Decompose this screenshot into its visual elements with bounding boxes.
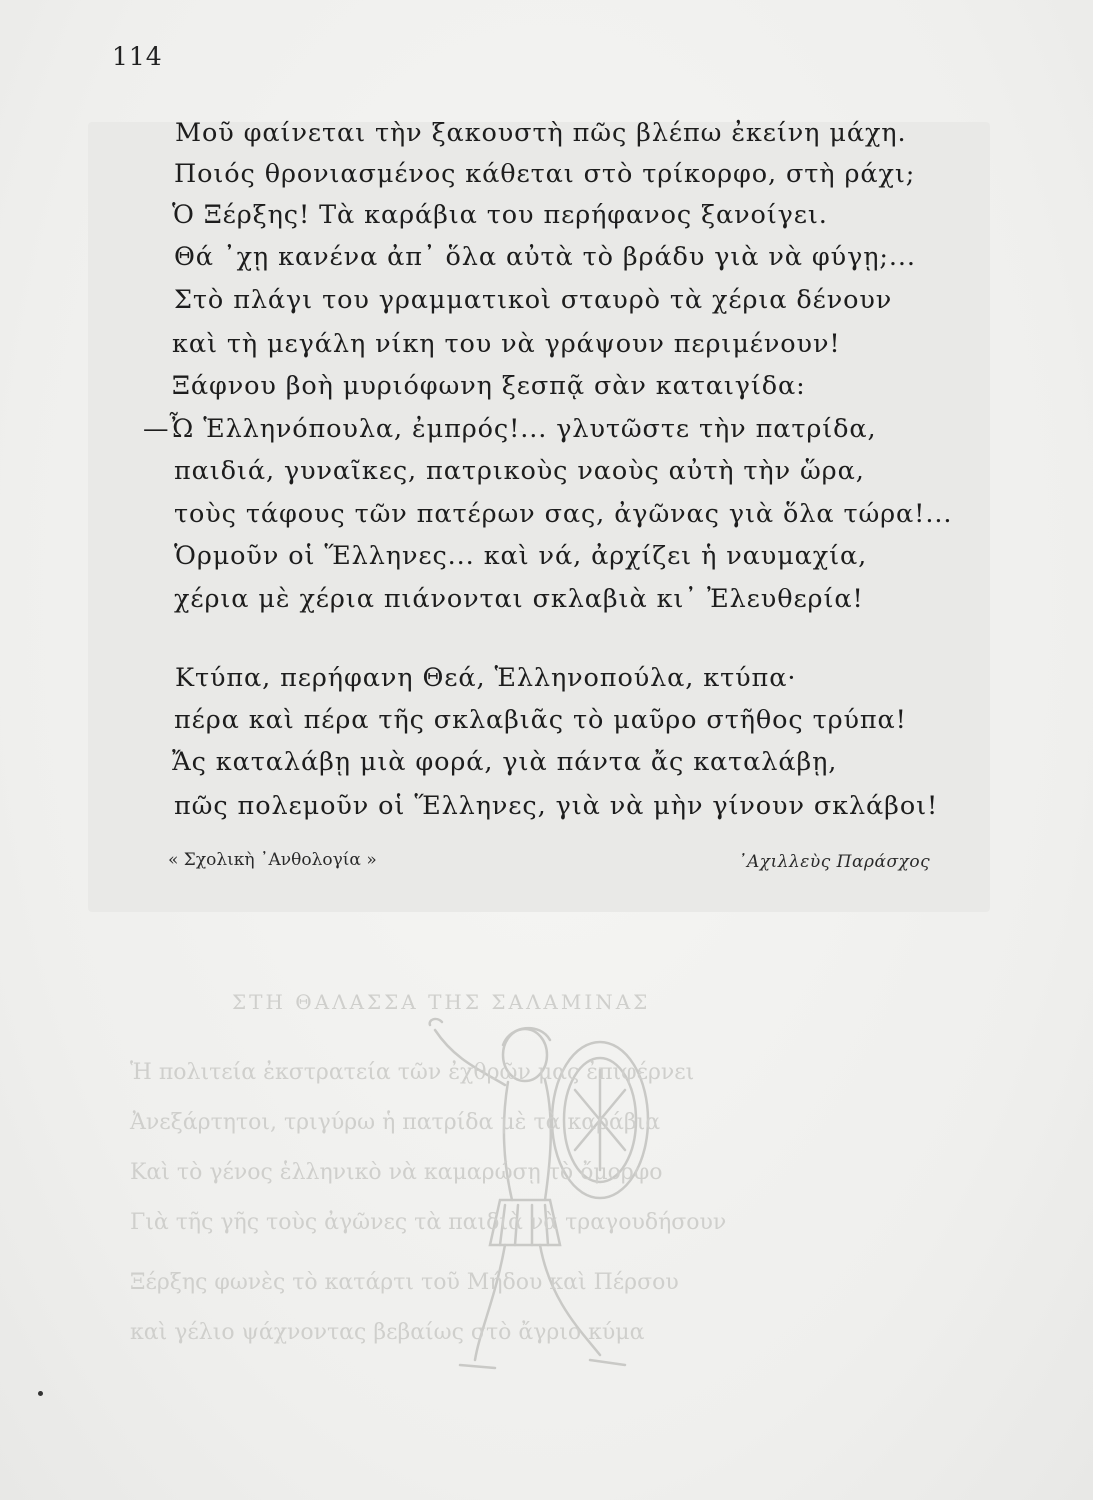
poem-line: Ξάφνου βοὴ μυριόφωνη ξεσπᾷ σὰν καταιγίδα: bbox=[172, 371, 806, 401]
show-through-line: Ἀνεξάρτητοι, τριγύρω ἡ πατρίδα μὲ τὰ καράβια bbox=[130, 1110, 661, 1135]
poem-line: Ὁ Ξέρξης! Τὰ καράβια του περήφανος ξανοίγει. bbox=[172, 200, 828, 230]
poem-line: καὶ τὴ μεγάλη νίκη του νὰ γράψουν περιμένουν! bbox=[172, 329, 841, 359]
poem-author: ᾽Αχιλλεὺς Παράσχος bbox=[738, 852, 931, 872]
show-through-line: Ξέρξης φωνὲς τὸ κατάρτι τοῦ Μήδου καὶ Πέρσου bbox=[130, 1270, 679, 1295]
poem-line: Ἄς καταλάβῃ μιὰ φορά, γιὰ πάντα ἄς καταλάβῃ, bbox=[172, 747, 838, 777]
show-through-line: Ἡ πολιτεία ἐκστρατεία τῶν ἐχθρῶν μας ἐπιφέρνει bbox=[130, 1060, 695, 1085]
poem-line: Μοῦ φαίνεται τὴν ξακουστὴ πῶς βλέπω ἐκείνη μάχη. bbox=[175, 118, 907, 148]
poem-line: Κτύπα, περήφανη Θεά, Ἑλληνοπούλα, κτύπα· bbox=[175, 663, 797, 693]
poem-line: παιδιά, γυναῖκες, πατρικοὺς ναοὺς αὐτὴ τὴν ὥρα, bbox=[174, 456, 865, 486]
poem-line: χέρια μὲ χέρια πιάνονται σκλαβιὰ κι᾽ Ἐλευθερία! bbox=[174, 584, 864, 614]
ink-speck bbox=[38, 1391, 43, 1396]
show-through-line: καὶ γέλιο ψάχνοντας βεβαίως στὸ ἄγριο κύμα bbox=[130, 1320, 645, 1345]
page-number: 114 bbox=[112, 42, 163, 71]
poem-line: πῶς πολεμοῦν οἱ Ἕλληνες, γιὰ νὰ μὴν γίνουν σκλάβοι! bbox=[174, 791, 939, 821]
poem-line: Ποιός θρονιασμένος κάθεται στὸ τρίκορφο, στὴ ράχι; bbox=[174, 159, 916, 189]
poem-line: —Ὦ Ἑλληνόπουλα, ἐμπρός!... γλυτῶστε τὴν πατρίδα, bbox=[143, 414, 877, 444]
poem-line: Θά ᾽χῃ κανένα ἀπ᾽ ὅλα αὐτὰ τὸ βράδυ γιὰ νὰ φύγῃ;... bbox=[174, 242, 916, 272]
show-through-heading: ΣΤΗ ΘΑΛΑΣΣΑ ΤΗΣ ΣΑΛΑΜΙΝΑΣ bbox=[232, 990, 651, 1014]
poem-line: Ὁρμοῦν οἱ Ἕλληνες... καὶ νά, ἀρχίζει ἡ ναυμαχία, bbox=[174, 541, 868, 571]
poem-line: πέρα καὶ πέρα τῆς σκλαβιᾶς τὸ μαῦρο στῆθος τρύπα! bbox=[174, 705, 907, 735]
poem-line: Στὸ πλάγι του γραμματικοὶ σταυρὸ τὰ χέρια δένουν bbox=[174, 285, 893, 315]
show-through-line: Καὶ τὸ γένος ἑλληνικὸ νὰ καμαρώσῃ τὸ ὄμορφο bbox=[130, 1160, 663, 1185]
show-through-line: Γιὰ τῆς γῆς τοὺς ἀγῶνες τὰ παιδιὰ νὰ τραγουδήσουν bbox=[130, 1210, 727, 1235]
anthology-source: « Σχολικὴ ᾽Ανθολογία » bbox=[168, 850, 377, 870]
poem-line: τοὺς τάφους τῶν πατέρων σας, ἀγῶνας γιὰ ὅλα τώρα!... bbox=[174, 499, 953, 529]
